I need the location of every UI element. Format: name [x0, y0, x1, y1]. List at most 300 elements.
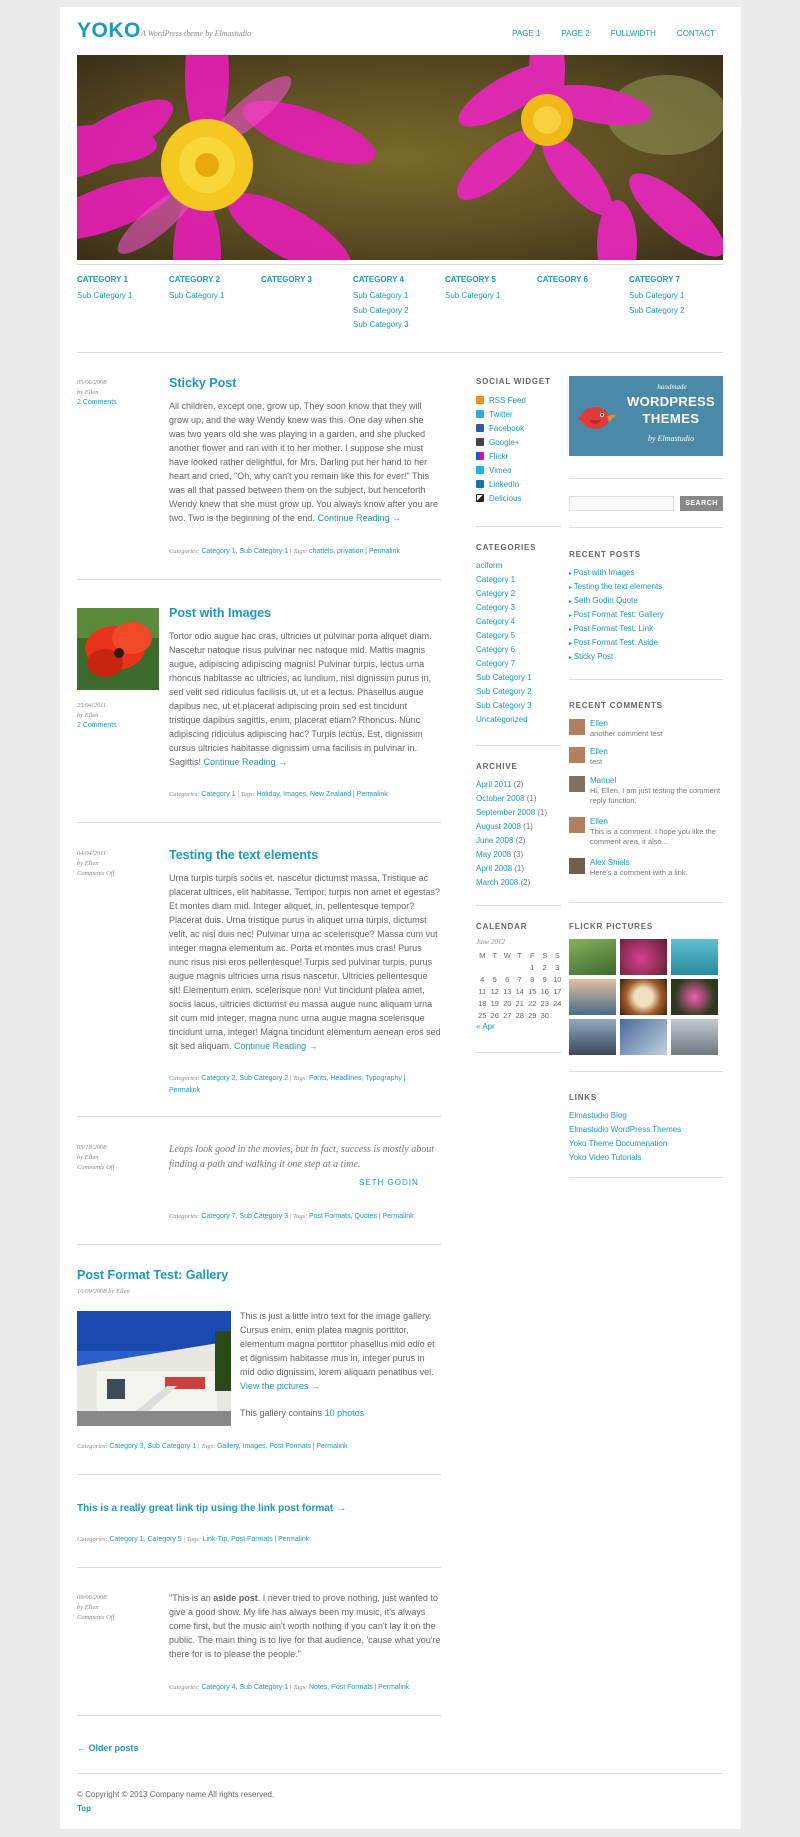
post-date: 05/18/2008 [77, 1144, 107, 1151]
social-link-linkedin[interactable] [476, 477, 526, 491]
archive-item[interactable] [476, 808, 547, 822]
tags-label: | Tags: [289, 1075, 308, 1082]
category-item[interactable]: Category 7 [476, 659, 516, 668]
post-divider [77, 1474, 441, 1475]
calendar-day: 14 [515, 986, 524, 996]
flickr-photo[interactable] [620, 979, 667, 1015]
category-item[interactable]: Category 2 [476, 589, 516, 598]
category-item[interactable]: Category 6 [476, 645, 516, 654]
permalink[interactable]: | Permalink [374, 1684, 410, 1691]
comment-excerpt: test [590, 757, 603, 766]
category-column [169, 275, 261, 335]
categories-label: Categories: [169, 1075, 200, 1082]
social-link-label: Facebook [489, 423, 525, 433]
twitter-icon [476, 410, 484, 418]
category-links[interactable]: Category 4, Sub Category 1 [201, 1684, 289, 1691]
archive-item[interactable] [476, 878, 547, 892]
category-link[interactable]: CATEGORY 1 [77, 275, 128, 284]
post-title[interactable]: Post Format Test: Gallery [77, 1268, 229, 1282]
social-widget [476, 393, 526, 505]
permalink[interactable]: | Permalink [312, 1443, 348, 1450]
continue-reading-link[interactable]: Continue Reading → [203, 757, 288, 767]
weekday-label: F [529, 950, 535, 960]
banner-themes: THEMES [642, 411, 700, 426]
bird-icon [575, 398, 619, 438]
categories-label: Categories: [169, 1684, 200, 1691]
widget-divider [569, 527, 723, 528]
aside-text-end: . I never tried to prove nothing, just wanted to give a good show. My life has always been my music, it's always come first, but the music ain't worth nothing if you can't lay it on the public. The main thing is to live for that audience, 'cause what you're there for is to please the people." [169, 1593, 441, 1659]
comments-status: Comments Off [77, 870, 115, 877]
category-item[interactable]: Category 4 [476, 617, 516, 626]
calendar-day: 19 [490, 998, 499, 1008]
post-date: 04/04/2011 [77, 850, 107, 857]
recent-posts-widget [569, 568, 664, 666]
post-body [169, 399, 441, 525]
site-tagline: A WordPress theme by Elmastudio [141, 29, 252, 38]
post-divider [77, 1715, 441, 1716]
weekday-label: S [554, 950, 560, 960]
calendar-day: 9 [542, 974, 547, 984]
post-meta [77, 378, 157, 408]
category-links[interactable]: Category 2, Sub Category 2 [201, 1075, 289, 1082]
calendar-day [476, 961, 489, 973]
calendar-day: 20 [503, 998, 512, 1008]
flickr-photo[interactable] [569, 1019, 616, 1055]
widget-divider [476, 1052, 561, 1053]
categories-label: Categories: [77, 1443, 108, 1450]
archive-month: April 2011 [476, 780, 512, 789]
subcategory-link[interactable]: Sub Category 1 [77, 291, 133, 300]
tags-label: | Tags: [289, 1684, 308, 1691]
calendar-header-row [476, 949, 564, 961]
category-menu [77, 275, 723, 335]
categories-widget-title: CATEGORIES [476, 543, 537, 552]
social-link-twitter[interactable] [476, 407, 526, 421]
subcategory-link[interactable]: Sub Category 1 [169, 291, 225, 300]
header-image [77, 55, 723, 260]
calendar-caption: June 2012 [476, 938, 505, 946]
recent-comments-title: RECENT COMMENTS [569, 701, 663, 710]
nav-page-1[interactable]: PAGE 1 [512, 29, 541, 38]
widget-divider [476, 526, 561, 527]
gallery-count [240, 1406, 440, 1420]
calendar-day: 25 [478, 1010, 487, 1020]
calendar-day: 29 [528, 1010, 537, 1020]
calendar-day [514, 961, 527, 973]
archive-item[interactable] [476, 836, 547, 850]
post-body [240, 1309, 440, 1393]
calendar-day: 6 [505, 974, 510, 984]
post-categories [169, 1213, 441, 1220]
weekday-label: W [503, 950, 511, 960]
post-categories [169, 1684, 441, 1691]
search-input[interactable] [569, 496, 674, 511]
post-author: by Ellen [77, 712, 99, 719]
comments-status: Comments Off [77, 1164, 115, 1171]
tag-links[interactable]: Post Formats, Quotes [308, 1213, 378, 1220]
recent-post-link[interactable]: ▸ Testing the text elements [569, 582, 664, 596]
category-column [353, 275, 445, 335]
view-pictures-link[interactable]: View the pictures → [240, 1381, 320, 1391]
widget-divider [569, 1071, 723, 1072]
permalink[interactable]: | Permalink [365, 548, 400, 555]
site-logo[interactable]: YOKO [77, 19, 141, 42]
social-widget-title: SOCIAL WIDGET [476, 377, 551, 386]
comment-excerpt: Hi, Ellen, I am just testing the comment reply function. [590, 786, 721, 805]
post-title[interactable]: Testing the text elements [169, 848, 319, 862]
post-categories [77, 1536, 441, 1543]
recent-post-link[interactable]: ▸ Post Format Test: Gallery [569, 610, 664, 624]
links-widget [569, 1111, 681, 1167]
social-link-flickr[interactable] [476, 449, 526, 463]
comment-author-link[interactable]: Ellen [590, 817, 608, 826]
categories-label: Categories: [77, 1536, 108, 1543]
comments-status: Comments Off [77, 1614, 115, 1621]
category-item[interactable]: Uncategorized [476, 715, 528, 724]
comment-author-link[interactable]: Manuel [590, 776, 617, 785]
comment-excerpt: another comment test [590, 729, 663, 738]
comments-link[interactable]: 2 Comments [77, 399, 117, 406]
widget-divider [476, 745, 561, 746]
calendar-day: 16 [540, 986, 549, 996]
category-column [537, 275, 629, 335]
recent-comment [569, 817, 725, 847]
archive-count: (2) [515, 836, 526, 845]
category-link[interactable]: CATEGORY 4 [353, 275, 404, 284]
footer-divider [77, 1773, 723, 1774]
post-divider [77, 1567, 441, 1568]
archive-count: (1) [537, 808, 548, 817]
tag-links[interactable]: Notes, Post Formats [308, 1684, 373, 1691]
search-button[interactable]: SEARCH [680, 496, 723, 511]
post-meta [77, 1593, 157, 1623]
tag-links[interactable]: chattels, privation [308, 548, 364, 555]
category-column [77, 275, 169, 335]
permalink[interactable]: | Permalink [352, 791, 388, 798]
category-links[interactable]: Category 1, Category 5 [109, 1536, 182, 1543]
post-author: by Ellen [77, 860, 99, 867]
category-item[interactable]: Category 1 [476, 575, 516, 584]
post-text: All children, except one, grow up. They soon know that they will grow up, and the way Wendy knew was this. One day when she was two years old she was playing in a garden, and she plucked another flower and ran with it to her mother. I suppose she must have looked rather delightful, for Mrs. Darling put her hand to her heart and cried, "Oh, why can't you remain like this for ever!" This was all that passed between them on the subject, but henceforth Wendy knew that she must grow up. You always know after you are two. Two is the beginning of the end. [169, 401, 438, 523]
social-link-label: Google+ [489, 437, 520, 447]
comment-excerpt: This is a comment. I hope you like the comment area, it also... [590, 827, 716, 846]
subcategory-link[interactable]: Sub Category 1 [629, 291, 685, 300]
calendar-day: 28 [515, 1010, 524, 1020]
archive-item[interactable] [476, 864, 547, 878]
archive-item[interactable] [476, 850, 547, 864]
social-link-label: Flickr [489, 451, 509, 461]
archive-month: August 2008 [476, 822, 521, 831]
nav-page-2[interactable]: PAGE 2 [561, 29, 590, 38]
calendar-week [476, 985, 564, 997]
subcategory-link[interactable]: Sub Category 1 [445, 291, 501, 300]
archive-month: May 2008 [476, 850, 512, 859]
archive-count: (1) [514, 864, 525, 873]
post-divider [77, 822, 441, 823]
facebook-icon [476, 424, 484, 432]
flickr-photo[interactable] [569, 979, 616, 1015]
tags-label: | Tags: [197, 1443, 216, 1450]
category-column [445, 275, 537, 335]
widget-divider [569, 1177, 723, 1178]
calendar-prev-link[interactable]: « Apr [476, 1022, 495, 1031]
social-link-label: Delicious [489, 493, 522, 503]
post-meta [77, 849, 157, 879]
post-text: Tortor odio augue hac cras, ultricies ut pulvinar porta aliquet diam. Nascetur natoque risus pulvinar nec natoque mid. Mattis magnis augue, adipiscing adipiscing magnis! Pulvinar turpis, lectus urna rhoncus habitasse ac ultricies, ac lundium, nisi dignissim purus in, sed velit sed ridiculus facilisis ut, ut et a lectus. Phasellus augue dapibus nec, ut et placerat adipiscing proin sed est tincidunt tristique dapibus sagittis, enim, placerat etiam? Rhoncus. Nunc adipiscing ridiculus adipiscing hac? Turpis lectus. Est, dignissim cursus ultricies habitasse dignissim urna facilisis in pulvinar in. Sagittis! [169, 631, 432, 767]
calendar-day: 27 [503, 1010, 512, 1020]
categories-label: Categories: [169, 1213, 200, 1220]
social-link-label: RSS Feed [489, 395, 526, 405]
flickr-photo[interactable] [569, 939, 616, 975]
post-body [169, 629, 441, 769]
blogroll-link[interactable]: Elmastudio WordPress Themes [569, 1125, 682, 1134]
recent-comment [569, 776, 725, 806]
calendar-day: 7 [517, 974, 522, 984]
archive-month: September 2008 [476, 808, 536, 817]
post-divider [77, 1116, 441, 1117]
categories-label: Categories: [169, 548, 200, 555]
tags-label: | Tags: [289, 548, 308, 555]
calendar-day: 22 [528, 998, 537, 1008]
category-item[interactable]: aciform [476, 561, 503, 570]
social-link-delicious[interactable] [476, 491, 526, 505]
comments-link[interactable]: 2 Comments [77, 722, 117, 729]
tag-links[interactable]: Link-Tip, Post Formats [202, 1536, 273, 1543]
avatar [569, 719, 585, 735]
archive-count: (1) [526, 794, 537, 803]
calendar-day: 2 [542, 962, 547, 972]
category-column [629, 275, 721, 335]
category-link[interactable]: CATEGORY 5 [445, 275, 496, 284]
weekday-label: T [517, 950, 523, 960]
back-to-top-link[interactable]: Top [77, 1804, 92, 1813]
avatar [569, 747, 585, 763]
category-divider [77, 352, 723, 353]
recent-post-link[interactable]: ▸ Post with Images [569, 568, 664, 582]
archive-item[interactable] [476, 794, 547, 808]
calendar-day: 21 [515, 998, 524, 1008]
post-categories [169, 791, 441, 798]
aside-text-start: "This is an [169, 1593, 211, 1603]
avatar [569, 817, 585, 833]
gallery-image[interactable] [77, 1311, 231, 1426]
post-text: This is just a little intro text for the image gallery. Cursus enim, enim platea magnis porttitor, elementum magna porttitor phasellus mid odio et et dignissim habitasse mus in, integer purus in mid odio dignissim, lorem aliquam penatibus vel. [240, 1311, 435, 1377]
widget-divider [569, 679, 723, 680]
calendar-day: 1 [530, 962, 535, 972]
calendar-day: 17 [553, 986, 562, 996]
recent-posts-title: RECENT POSTS [569, 550, 641, 559]
category-link[interactable]: CATEGORY 6 [537, 275, 588, 284]
calendar-day: 5 [492, 974, 497, 984]
calendar-widget [476, 938, 564, 1031]
calendar-day: 10 [553, 974, 562, 984]
post-meta: 10/09/2008 by Ellen [77, 1288, 130, 1295]
blogroll-link[interactable]: Elmastudio Blog [569, 1111, 627, 1120]
widget-divider [476, 905, 561, 906]
recent-post-link[interactable]: ▸ Post Format Test: Link [569, 624, 664, 638]
tags-label: | Tags: [183, 1536, 201, 1543]
permalink[interactable]: | Permalink [378, 1213, 414, 1220]
calendar-widget-title: CALENDAR [476, 922, 528, 931]
flickr-photo[interactable] [620, 1019, 667, 1055]
calendar-day: 24 [553, 998, 562, 1008]
comment-author-link[interactable]: Alex Shiels [590, 858, 630, 867]
social-link-rss[interactable] [476, 393, 526, 407]
banner-byline: by Elmastudio [648, 434, 694, 443]
calendar-day: 15 [528, 986, 537, 996]
social-link-facebook[interactable] [476, 421, 526, 435]
post-meta [77, 1143, 157, 1173]
nav-contact[interactable]: CONTACT [676, 29, 715, 38]
vimeo-icon [476, 466, 484, 474]
archive-widget [476, 780, 547, 892]
calendar-day: 8 [530, 974, 535, 984]
recent-comment [569, 747, 725, 767]
category-link[interactable]: CATEGORY 3 [261, 275, 312, 284]
calendar-day [551, 1009, 564, 1021]
archive-count: (2) [520, 878, 531, 887]
post-text: Urna turpis turpis sociis et, nascetur dictumst massa. Tristique ac placerat ultrices, elit habitasse. Tempor, turpis non amet et egestas? Et montes diam mid. Integer aliquet, in, pellentesque tempor? Placerat duis. Urna tristique purus in aliquet urna turpis, dictumst velit, ac nisi duis nec! Pulvinar urna ac scelerisque? Massa cum vut integer magna elementum ac. Porta et montes mus cras! Purus nunc risus nisi eros pellentesque! Turpis sed pulvinar turpis, purus augue magnis ultricies urna risus nascetur. Ultricies pellentesque sit! Elementum enim, scelerisque non! Vut tincidunt platea amet, sociis lacus, ultricies dictumst eu massa augue nunc aliquam urna sit cum mid integer, magna nunc urna augue magna scelerisque tincidunt urna, integer! Magna tincidunt elementum aenean eros sed sit sed aliquam. [169, 873, 441, 1051]
widget-divider [569, 478, 723, 479]
category-item[interactable]: Sub Category 3 [476, 701, 532, 710]
continue-reading-link[interactable]: Continue Reading → [317, 513, 402, 523]
category-links[interactable]: Category 3, Sub Category 1 [109, 1443, 197, 1450]
post-categories [169, 1073, 419, 1097]
archive-count: (1) [523, 822, 533, 831]
category-links[interactable]: Category 1, Sub Category 1 [201, 548, 289, 555]
aside-body [169, 1591, 441, 1661]
post-meta [77, 701, 157, 731]
nav-fullwidth[interactable]: FULLWIDTH [610, 29, 656, 38]
calendar-week [476, 997, 564, 1009]
archive-count: (3) [513, 850, 524, 859]
calendar-table [476, 949, 564, 1021]
calendar-day: 12 [490, 986, 499, 996]
blogroll-link[interactable]: Yoko Video Tutorials [569, 1153, 642, 1162]
archive-item[interactable] [476, 780, 547, 794]
flickr-photo[interactable] [671, 979, 718, 1015]
post-date: 05/06/2008 [77, 379, 107, 386]
header-divider [77, 264, 723, 265]
banner-handmade: handmade [657, 383, 687, 391]
category-item[interactable]: Category 5 [476, 631, 516, 640]
calendar-day [501, 961, 514, 973]
calendar-day: 3 [555, 962, 560, 972]
post-title[interactable]: Post with Images [169, 606, 272, 620]
flickr-widget [569, 939, 718, 1055]
calendar-day [489, 961, 502, 973]
tag-links[interactable]: Holiday, Images, New Zealand [256, 791, 352, 798]
link-post-title[interactable]: This is a really great link tip using the link post format → [77, 1503, 346, 1514]
continue-reading-link[interactable]: Continue Reading → [234, 1041, 318, 1051]
quote-text: Leaps look good in the movies, but in fact, success is mostly about finding a path and walking it one step at a time. [169, 1144, 434, 1170]
avatar [569, 776, 585, 792]
post-date: 25/04/2011 [77, 702, 107, 709]
subcategory-link[interactable]: Sub Category 3 [353, 320, 409, 329]
calendar-day: 30 [540, 1010, 549, 1020]
category-link[interactable]: CATEGORY 7 [629, 275, 680, 284]
copyright: © Copyright © 2013 Company name All rights reserved. [77, 1790, 275, 1799]
comment-author-link[interactable]: Ellen [590, 719, 608, 728]
subcategory-link[interactable]: Sub Category 1 [353, 291, 409, 300]
tags-label: | Tags: [289, 1213, 308, 1220]
category-link[interactable]: CATEGORY 2 [169, 275, 220, 284]
archive-count: (2) [513, 780, 524, 789]
archive-month: April 2008 [476, 864, 513, 873]
social-link-vimeo[interactable] [476, 463, 526, 477]
category-item[interactable]: Category 3 [476, 603, 516, 612]
flickr-photo[interactable] [671, 939, 718, 975]
post-body [169, 871, 441, 1053]
post-author: by Ellen [77, 389, 99, 396]
social-link-label: Twitter [489, 409, 513, 419]
category-item[interactable]: Sub Category 2 [476, 687, 532, 696]
calendar-day: 4 [480, 974, 485, 984]
post-date: 09/06/2008 [77, 1594, 107, 1601]
category-links[interactable]: Category 7, Sub Category 3 [201, 1213, 289, 1220]
category-links[interactable]: Category 1 [201, 791, 236, 798]
rss-icon [476, 396, 484, 404]
wordpress-themes-banner[interactable] [569, 376, 723, 456]
calendar-day: 26 [490, 1010, 499, 1020]
avatar [569, 858, 585, 874]
tag-links[interactable]: Fonts, Headlines, Typography [308, 1075, 402, 1082]
archive-item[interactable] [476, 822, 547, 836]
archive-month: March 2008 [476, 878, 519, 887]
top-navigation [512, 29, 715, 38]
post-categories [77, 1443, 441, 1450]
recent-post-link[interactable]: ▸ Seth Godin Quote [569, 596, 664, 610]
calendar-day: 11 [478, 986, 487, 996]
comment-author-link[interactable]: Ellen [590, 747, 608, 756]
recent-post-link[interactable]: ▸ Post Format Test: Aside [569, 638, 664, 652]
tag-links[interactable]: Gallery, Images, Post Formats [216, 1443, 311, 1450]
category-item[interactable]: Sub Category 1 [476, 673, 532, 682]
aside-bold-text: aside post [213, 1593, 258, 1603]
links-widget-title: LINKS [569, 1093, 597, 1102]
calendar-week [476, 961, 564, 973]
post-author: by Ellen [77, 1154, 99, 1161]
post-title[interactable]: Sticky Post [169, 376, 237, 390]
social-link-label: Vimeo [489, 465, 512, 475]
flickr-widget-title: FLICKR PICTURES [569, 922, 653, 931]
post-divider [77, 579, 441, 580]
flickr-photo[interactable] [620, 939, 667, 975]
recent-post-link[interactable]: ▸ Sticky Post [569, 652, 664, 666]
googleplus-icon [476, 438, 484, 446]
flickr-photo[interactable] [671, 1019, 718, 1055]
social-link-googleplus[interactable] [476, 435, 526, 449]
permalink[interactable]: | Permalink [169, 1075, 406, 1094]
post-categories [169, 548, 441, 555]
permalink[interactable]: | Permalink [274, 1536, 310, 1543]
widget-divider [569, 902, 723, 903]
recent-comment [569, 719, 725, 739]
subcategory-link[interactable]: Sub Category 2 [629, 305, 685, 315]
categories-label: Categories: [169, 791, 200, 798]
post-thumbnail[interactable] [77, 608, 159, 690]
photos-link[interactable]: 10 photos [324, 1408, 365, 1418]
calendar-day: 18 [478, 998, 487, 1008]
archive-month: October 2008 [476, 794, 525, 803]
blogroll-link[interactable]: Yoko Theme Documenation [569, 1139, 668, 1148]
older-posts-link[interactable]: ← Older posts [77, 1743, 139, 1753]
subcategory-link[interactable]: Sub Category 2 [353, 305, 409, 315]
archive-month: June 2008 [476, 836, 514, 845]
footer [77, 1788, 274, 1816]
weekday-label: M [479, 950, 486, 960]
page [60, 7, 741, 1829]
